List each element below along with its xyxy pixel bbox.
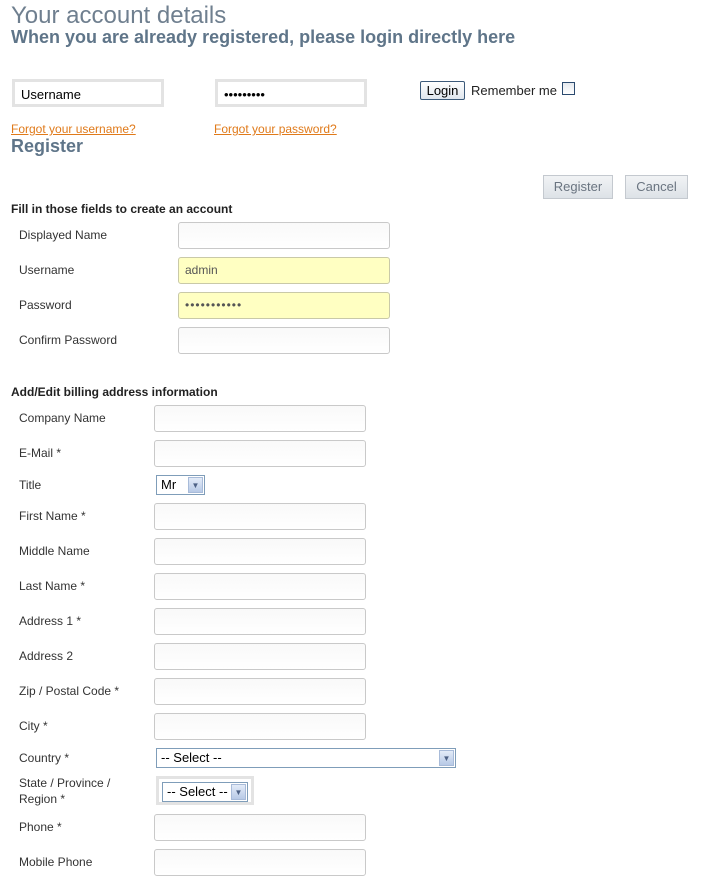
last-name-label: Last Name * [19, 579, 86, 593]
username-input[interactable] [178, 257, 390, 284]
remember-me-label: Remember me [471, 83, 557, 98]
address2-input[interactable] [154, 643, 366, 670]
state-label-line1: State / Province / [19, 776, 111, 790]
email-input[interactable] [154, 440, 366, 467]
username-label: Username [19, 263, 75, 277]
title-label: Title [19, 478, 42, 492]
chevron-down-icon: ▼ [188, 477, 203, 493]
mobile-phone-input[interactable] [154, 849, 366, 876]
login-username-value: Username [21, 87, 81, 102]
chevron-down-icon: ▼ [231, 784, 246, 800]
company-name-input[interactable] [154, 405, 366, 432]
password-label: Password [19, 298, 72, 312]
displayed-name-input[interactable] [178, 222, 390, 249]
title-select-value: Mr [161, 477, 177, 492]
middle-name-label: Middle Name [19, 544, 90, 558]
city-input[interactable] [154, 713, 366, 740]
login-button[interactable]: Login [420, 81, 465, 100]
register-button[interactable]: Register [543, 175, 613, 199]
address2-label: Address 2 [19, 649, 74, 663]
country-select[interactable] [156, 748, 456, 768]
password-value: ••••••••••• [185, 298, 243, 312]
last-name-input[interactable] [154, 573, 366, 600]
login-password-value: ••••••••• [224, 87, 265, 102]
remember-me-checkbox[interactable] [562, 82, 575, 95]
cancel-button[interactable]: Cancel [625, 175, 688, 199]
country-label: Country * [19, 751, 70, 765]
state-label [19, 775, 110, 807]
register-heading: Register [11, 136, 84, 156]
state-select-frame [156, 776, 254, 805]
username-value: admin [185, 263, 218, 277]
country-select-value: -- Select -- [161, 750, 222, 765]
confirm-password-label: Confirm Password [19, 333, 118, 347]
phone-label: Phone * [19, 820, 62, 834]
email-label: E-Mail * [19, 446, 62, 460]
state-label-line2: Region * [19, 792, 66, 806]
first-name-label: First Name * [19, 509, 86, 523]
state-select-value: -- Select -- [167, 784, 228, 799]
address1-label: Address 1 * [19, 614, 82, 628]
state-select[interactable] [162, 782, 248, 802]
billing-section-heading: Add/Edit billing address information [11, 385, 218, 399]
title-select[interactable] [156, 475, 205, 495]
phone-input[interactable] [154, 814, 366, 841]
forgot-username-link[interactable]: Forgot your username? [11, 122, 136, 136]
zip-label: Zip / Postal Code * [19, 684, 120, 698]
account-section-heading: Fill in those fields to create an account [11, 202, 233, 216]
city-label: City * [19, 719, 48, 733]
forgot-password-link[interactable]: Forgot your password? [214, 122, 337, 136]
first-name-input[interactable] [154, 503, 366, 530]
page-title: Your account details [11, 2, 227, 29]
displayed-name-label: Displayed Name [19, 228, 108, 242]
chevron-down-icon: ▼ [439, 750, 454, 766]
address1-input[interactable] [154, 608, 366, 635]
company-name-label: Company Name [19, 411, 106, 425]
login-username-input[interactable] [12, 79, 164, 107]
login-password-input[interactable] [215, 79, 367, 107]
zip-input[interactable] [154, 678, 366, 705]
login-subtitle: When you are already registered, please login directly here [11, 27, 516, 47]
confirm-password-input[interactable] [178, 327, 390, 354]
middle-name-input[interactable] [154, 538, 366, 565]
password-input[interactable] [178, 292, 390, 319]
mobile-phone-label: Mobile Phone [19, 855, 93, 869]
